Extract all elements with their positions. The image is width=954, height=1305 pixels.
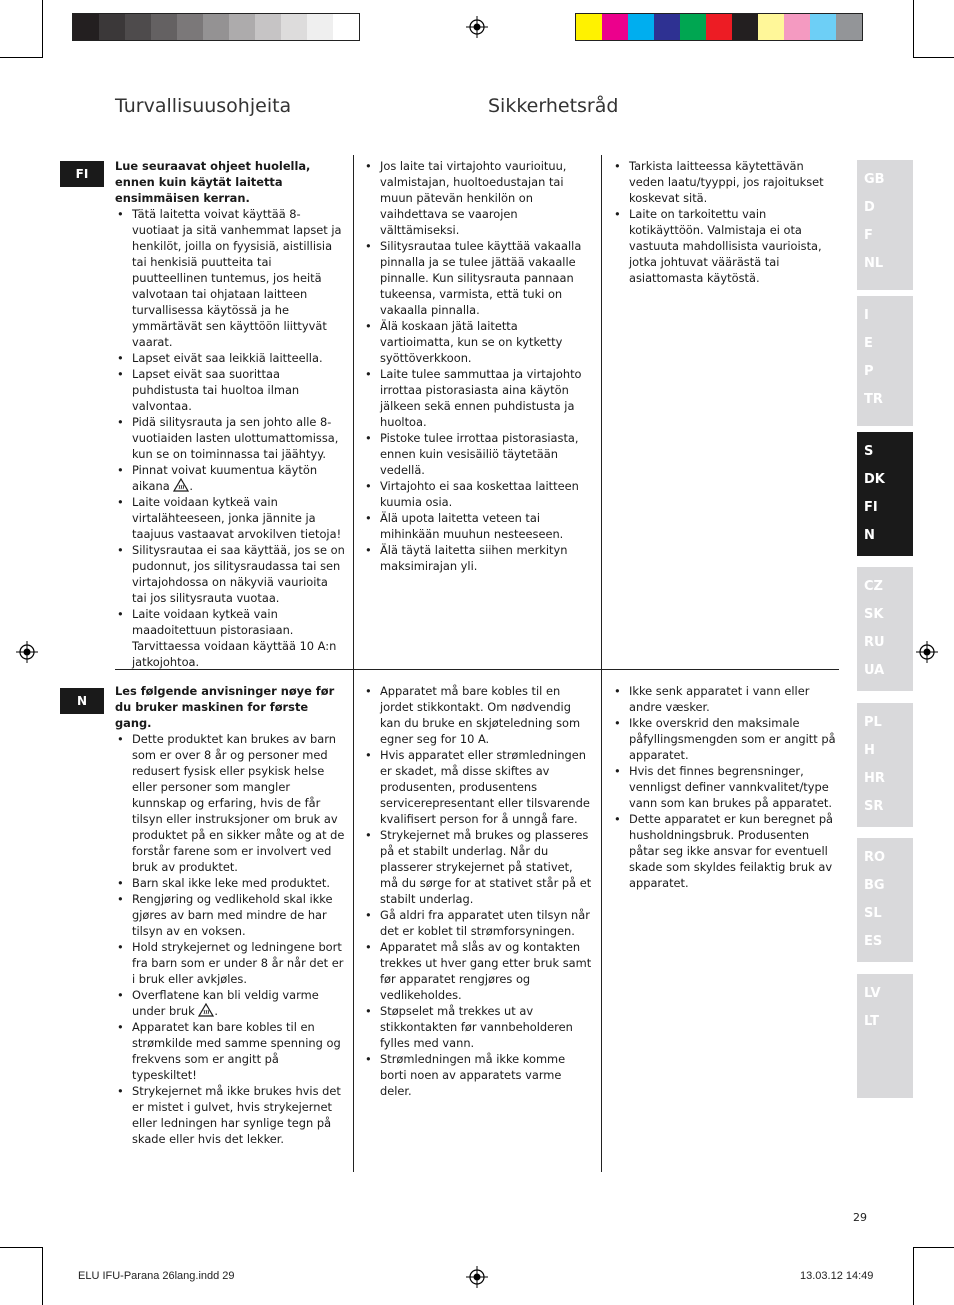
list-item: • Pinnat voivat kuumentua käytön aikana . [115, 462, 345, 494]
sidebar-code: E [864, 336, 873, 351]
fi-column-3 [612, 158, 842, 286]
sidebar-group-1 [857, 160, 913, 290]
sidebar-code: D [864, 200, 875, 215]
list-item: • Hold strykejernet og ledningene bort fra barn som er under 8 år når det er i bruk eller avkjøles. [115, 939, 345, 987]
sidebar-code-n: N [864, 528, 875, 543]
sidebar-code: GB [864, 172, 885, 187]
crop-mark [0, 57, 42, 58]
list-item: • Apparatet må bare kobles til en jordet stikkontakt. Om nødvendig kan du bruke en skjøteledning som egner seg for 10 A. [363, 683, 593, 747]
list-item-text: Pinnat voivat kuumentua käytön aikana [132, 463, 318, 493]
color-swatch [680, 14, 706, 40]
sidebar-code: I [864, 308, 869, 323]
sidebar-code: RO [864, 850, 886, 865]
list-item: • Dette apparatet er kun beregnet på husholdningsbruk. Produsenten påtar seg ikke ansvar for eventuell skade som skyldes feilaktig bruk av apparatet. [612, 811, 842, 891]
sidebar-code: TR [864, 392, 883, 407]
registration-mark-icon [16, 641, 38, 663]
sidebar-code: SR [864, 799, 884, 814]
fi-list-1 [115, 206, 345, 670]
list-item: • Strykejernet må ikke brukes hvis det er mistet i gulvet, hvis strykejernet eller ledningen har synlige tegn på skade eller hvis det lekker. [115, 1083, 345, 1147]
list-item: • Overflatene kan bli veldig varme under bruk . [115, 987, 345, 1019]
color-swatch [177, 14, 203, 40]
sidebar-code: SK [864, 607, 884, 622]
sidebar-group-active [857, 432, 913, 556]
language-tag-fi: FI [60, 161, 104, 187]
n-intro: Les følgende anvisninger nøye før du bruker maskinen for første gang. [115, 684, 335, 730]
color-swatch [784, 14, 810, 40]
registration-mark-icon [916, 641, 938, 663]
column-divider [601, 155, 602, 669]
sidebar-code-fi: FI [864, 500, 878, 515]
color-swatch [125, 14, 151, 40]
sidebar-code: LV [864, 986, 881, 1001]
list-item: • Laite voidaan kytkeä vain virtalähteeseen, jonka jännite ja taajuus vastaavat arvokilven tietoja! [115, 494, 345, 542]
color-swatch [654, 14, 680, 40]
sidebar-code: UA [864, 663, 885, 678]
list-item: • Gå aldri fra apparatet uten tilsyn når det er koblet til strømforsyningen. [363, 907, 593, 939]
list-item: • Lapset eivät saa leikkiä laitteella. [115, 350, 345, 366]
section-divider [115, 669, 839, 670]
n-column-3 [612, 683, 842, 891]
n-column-2 [363, 683, 593, 1099]
color-swatch [758, 14, 784, 40]
language-tag-n: N [60, 688, 104, 714]
list-item: • Tätä laitetta voivat käyttää 8-vuotiaat ja sitä vanhemmat lapset ja henkilöt, joilla on fyysisiä, aistillisia tai henkisiä puutteita tai puutteellinen tuntemus, jos heitä valvotaan tai ohjataan laitteen turvallisessa käytössä ja he ymmärtävät sen käyttöön liittyvät vaarat. [115, 206, 345, 350]
sidebar-group-7 [857, 974, 913, 1098]
list-item: • Apparatet må slås av og kontakten trekkes ut hver gang etter bruk samt før apparatet rengjøres og vedlikeholdes. [363, 939, 593, 1003]
footer-file: ELU IFU-Parana 26lang.indd 29 [78, 1270, 235, 1282]
sidebar-group-5 [857, 703, 913, 827]
sidebar-code: SL [864, 906, 882, 921]
list-item: • Støpselet må trekkes ut av stikkontakten før vannbeholderen fylles med vann. [363, 1003, 593, 1051]
list-item: • Strykejernet må brukes og plasseres på et stabilt underlag. Når du plasserer strykejernet på stativet, må du sørge for at stativet står på et stabilt underlag. [363, 827, 593, 907]
color-swatch [307, 14, 333, 40]
hot-surface-warning-icon [173, 478, 189, 492]
list-item: • Rengjøring og vedlikehold skal ikke gjøres av barn med mindre de har tilsyn av en voksen. [115, 891, 345, 939]
list-item: • Laite voidaan kytkeä vain maadoitettuun pistorasiaan. Tarvittaessa voidaan käyttää 10 A:n jatkojohtoa. [115, 606, 345, 670]
sidebar-code: H [864, 743, 875, 758]
crop-mark [42, 1247, 43, 1305]
list-item: • Pidä silitysrauta ja sen johto alle 8-vuotiaiden lasten ulottumattomissa, kun se on toiminnassa tai jäähtyy. [115, 414, 345, 462]
sidebar-code: NL [864, 256, 884, 271]
sidebar-code-s: S [864, 444, 874, 459]
heading-norwegian: Sikkerhetsråd [488, 95, 619, 117]
fi-column-1 [115, 158, 345, 670]
list-item: • Lapset eivät saa suorittaa puhdistusta tai huoltoa ilman valvontaa. [115, 366, 345, 414]
list-item: • Strømledningen må ikke komme borti noen av apparatets varme deler. [363, 1051, 593, 1099]
crop-mark [42, 0, 43, 58]
color-swatch [73, 14, 99, 40]
color-swatch [229, 14, 255, 40]
registration-mark-icon [466, 1266, 488, 1288]
footer-date: 13.03.12 14:49 [800, 1270, 874, 1282]
sidebar-group-4 [857, 567, 913, 691]
list-item: • Hvis apparatet eller strømledningen er skadet, må disse skiftes av produsenten, produsentens servicerepresentant eller tilsvarende kvalifisert person for å unngå fare. [363, 747, 593, 827]
sidebar-code: ES [864, 934, 883, 949]
sidebar-code: F [864, 228, 873, 243]
sidebar-code: HR [864, 771, 885, 786]
process-color-bar [575, 13, 863, 41]
sidebar-code-dk: DK [864, 472, 885, 487]
fi-column-2 [363, 158, 593, 574]
color-swatch [732, 14, 758, 40]
sidebar-group-2 [857, 296, 913, 426]
crop-mark [913, 57, 954, 58]
list-item: • Hvis det finnes begrensninger, vennligst definer vannkvalitet/type vann som kan brukes på apparatet. [612, 763, 842, 811]
color-swatch [576, 14, 602, 40]
list-item: • Tarkista laitteessa käytettävän veden laatu/tyyppi, jos rajoitukset koskevat sitä. [612, 158, 842, 206]
list-item: • Jos laite tai virtajohto vaurioituu, valmistajan, huoltoedustajan tai muun pätevän henkilön on vaihdettava se vaarojen välttämiseksi. [363, 158, 593, 238]
list-item: • Älä upota laitetta veteen tai mihinkään muuhun nesteeseen. [363, 510, 593, 542]
sidebar-group-6 [857, 838, 913, 962]
sidebar-code: P [864, 364, 874, 379]
column-divider [353, 155, 354, 669]
crop-mark [913, 1247, 914, 1305]
list-item: • Laite on tarkoitettu vain kotikäyttöön. Valmistaja ei ota vastuuta mahdollisista vaurioista, jotka johtuvat väärästä tai asiattomasta käytöstä. [612, 206, 842, 286]
page-number: 29 [853, 1211, 867, 1224]
color-swatch [836, 14, 862, 40]
crop-mark [913, 1247, 954, 1248]
list-item: • Pistoke tulee irrottaa pistorasiasta, ennen kuin vesisäiliö täytetään vedellä. [363, 430, 593, 478]
list-item: • Apparatet kan bare kobles til en strømkilde med samme spenning og frekvens som er angitt på typeskiltet! [115, 1019, 345, 1083]
list-item: • Ikke senk apparatet i vann eller andre væsker. [612, 683, 842, 715]
list-item: • Laite tulee sammuttaa ja virtajohto irrottaa pistorasiasta aina käytön jälkeen sekä ennen puhdistusta ja huoltoa. [363, 366, 593, 430]
fi-intro: Lue seuraavat ohjeet huolella, ennen kuin käytät laitetta ensimmäisen kerran. [115, 159, 311, 205]
color-swatch [706, 14, 732, 40]
list-item-text: Overflatene kan bli veldig varme under bruk [132, 988, 319, 1018]
heading-finnish: Turvallisuusohjeita [115, 95, 292, 117]
sidebar-code: CZ [864, 579, 883, 594]
sidebar-code: PL [864, 715, 882, 730]
list-item: • Ikke overskrid den maksimale påfyllingsmengden som er angitt på apparatet. [612, 715, 842, 763]
color-swatch [99, 14, 125, 40]
list-item: • Barn skal ikke leke med produktet. [115, 875, 345, 891]
n-list-1 [115, 731, 345, 1147]
color-swatch [810, 14, 836, 40]
crop-mark [913, 0, 914, 58]
color-swatch [628, 14, 654, 40]
list-item: • Älä täytä laitetta siihen merkityn maksimirajan yli. [363, 542, 593, 574]
registration-mark-icon [466, 16, 488, 38]
n-column-1 [115, 683, 345, 1147]
sidebar-code: RU [864, 635, 885, 650]
fi-list-3 [612, 158, 842, 286]
hot-surface-warning-icon [198, 1003, 214, 1017]
column-divider [601, 669, 602, 1172]
list-item: • Virtajohto ei saa koskettaa laitteen kuumia osia. [363, 478, 593, 510]
list-item: • Silitysrautaa tulee käyttää vakaalla pinnalla ja se tulee jättää vakaalle pinnalle. Kun silitysrauta pannaan tukeensa, varmista, että tuki on vakaalla pinnalla. [363, 238, 593, 318]
sidebar-code: BG [864, 878, 885, 893]
fi-list-2 [363, 158, 593, 574]
column-divider [353, 669, 354, 1172]
n-list-2 [363, 683, 593, 1099]
list-item: • Dette produktet kan brukes av barn som er over 8 år og personer med redusert fysisk eller psykisk helse eller personer som mangler kunnskap og erfaring, hvis de får tilsyn eller instruksjoner om bruk av produktet på en sikker måte og at de forstår farene som er involvert ved bruk av produktet. [115, 731, 345, 875]
color-swatch [281, 14, 307, 40]
color-swatch [602, 14, 628, 40]
grayscale-color-bar [72, 13, 360, 41]
color-swatch [255, 14, 281, 40]
sidebar-code: LT [864, 1014, 879, 1029]
list-item: • Silitysrautaa ei saa käyttää, jos se on pudonnut, jos silitysraudassa tai sen virtajohdossa on näkyviä vaurioita tai jos silitysrauta vuotaa. [115, 542, 345, 606]
color-swatch [203, 14, 229, 40]
color-swatch [333, 14, 359, 40]
list-item: • Älä koskaan jätä laitetta vartioimatta, kun se on kytketty syöttöverkkoon. [363, 318, 593, 366]
crop-mark [0, 1247, 42, 1248]
n-list-3 [612, 683, 842, 891]
color-swatch [151, 14, 177, 40]
